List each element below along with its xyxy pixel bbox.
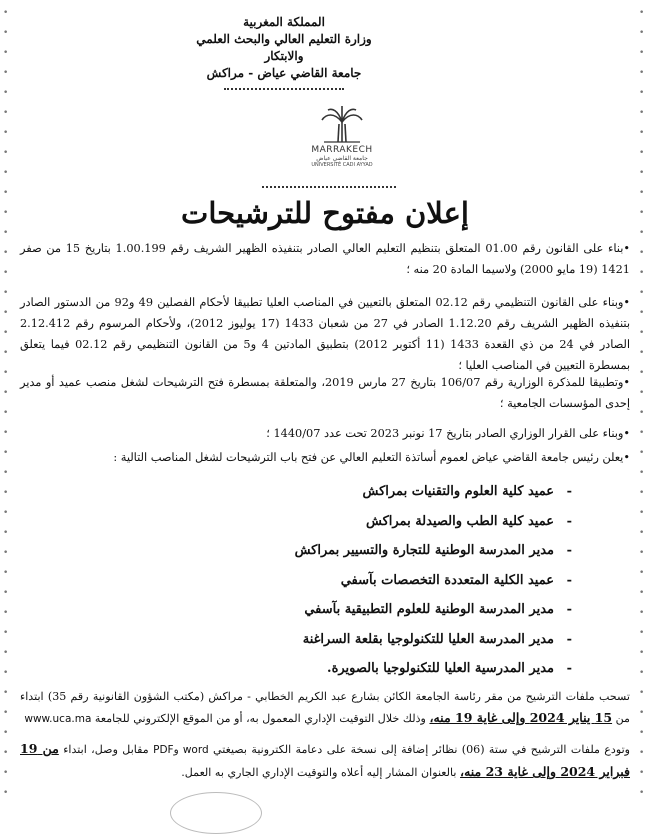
margin-mark-icon: • <box>639 288 645 298</box>
margin-mark-icon: • <box>639 788 645 798</box>
margin-mark-icon: • <box>3 788 9 798</box>
position-title: مدير المدرسية العليا للتكنولوجيا بالصويرة. <box>327 661 554 676</box>
margin-mark-icon: • <box>3 548 9 558</box>
margin-mark-icon: • <box>3 368 9 378</box>
margin-mark-icon: • <box>639 128 645 138</box>
margin-mark-icon: • <box>3 768 9 778</box>
margin-mark-icon: • <box>3 408 9 418</box>
header-separator <box>224 88 344 90</box>
list-bullet: - <box>566 543 572 558</box>
palm-logo-icon <box>320 104 364 144</box>
legal-basis-paragraph-2: •وبناء على القانون التنظيمي رقم 02.12 المتعلق بالتعيين في المناصب العليا تطبيقا لأحكام الفصلين 49 و92 من الدستور الصادر بتنفيذه الظهير الشريف رقم 1.12.20 الصادر في 27 من شعبان 1433 (17 يوليوز 2012)، ولأحكام المرسوم رقم 2.12.412 الصادر في 24 من ذي القعدة 1433 (11 أكتوبر 2012) بتطبيق المادتين 4 و5 من القانون التنظيمي رقم 02.12 فيما يتعلق بمسطرة التعيين في المناصب العليا ؛ <box>20 296 631 372</box>
margin-mark-icon: • <box>639 728 645 738</box>
margin-mark-icon: • <box>3 508 9 518</box>
margin-mark-icon: • <box>3 108 9 118</box>
legal-basis-paragraph-3: •وتطبيقا للمذكرة الوزارية رقم 106/07 بتاريخ 27 مارس 2019، والمتعلقة بمسطرة فتح الترشيحات لشغل منصب عميد أو مدير إحدى المؤسسات الجامعية ؛ <box>20 376 630 410</box>
positions-list <box>152 477 572 684</box>
margin-mark-icon: • <box>639 328 645 338</box>
margin-mark-icon: • <box>639 428 645 438</box>
margin-mark-icon: • <box>3 248 9 258</box>
position-title: عميد كلية العلوم والتقنيات بمراكش <box>362 484 554 499</box>
margin-mark-icon: • <box>3 708 9 718</box>
margin-mark-icon: • <box>639 568 645 578</box>
list-item <box>152 566 572 596</box>
margin-mark-icon: • <box>3 148 9 158</box>
deposit-text: وتودع ملفات الترشيح في ستة (06) نظائر إضافة إلى نسخة على دعامة الكترونية بصيغتي <box>213 743 631 756</box>
list-bullet: - <box>566 661 572 676</box>
right-margin-dots <box>636 0 650 804</box>
left-margin-dots <box>0 0 14 804</box>
margin-mark-icon: • <box>639 188 645 198</box>
margin-mark-icon: • <box>639 268 645 278</box>
deposit-paragraph <box>20 738 630 783</box>
legal-basis-paragraph-4: •وبناء على القرار الوزاري الصادر بتاريخ 17 نونبر 2023 تحت عدد 1440/07 ؛ <box>266 427 630 440</box>
margin-mark-icon: • <box>3 188 9 198</box>
margin-mark-icon: • <box>3 488 9 498</box>
margin-mark-icon: • <box>639 648 645 658</box>
margin-mark-icon: • <box>639 368 645 378</box>
list-item <box>152 625 572 655</box>
margin-mark-icon: • <box>3 48 9 58</box>
margin-mark-icon: • <box>639 668 645 678</box>
list-item <box>152 595 572 625</box>
margin-mark-icon: • <box>3 728 9 738</box>
margin-mark-icon: • <box>639 8 645 18</box>
margin-mark-icon: • <box>3 68 9 78</box>
announcement-title: إعلان مفتوح للترشيحات <box>181 196 469 230</box>
margin-mark-icon: • <box>3 568 9 578</box>
margin-mark-icon: • <box>3 228 9 238</box>
margin-mark-icon: • <box>639 588 645 598</box>
announcement-paragraph: •يعلن رئيس جامعة القاضي عياض لعموم أساتذة التعليم العالي عن فتح باب الترشيحات لشغل المناصب التالية : <box>113 451 630 464</box>
file-formats: word وPDF <box>153 744 209 756</box>
margin-mark-icon: • <box>639 708 645 718</box>
margin-mark-icon: • <box>3 288 9 298</box>
legal-basis-paragraph-1: •بناء على القانون رقم 01.00 المتعلق بتنظيم التعليم العالي الصادر بتنفيذه الظهير الشريف رقم 1.00.199 بتاريخ 15 من صفر 1421 (19 مايو 2000) ولاسيما المادة 20 منه ؛ <box>20 242 631 276</box>
withdrawal-text: تسحب ملفات الترشيح من مقر رئاسة الجامعة الكائن بشارع عبد الكريم الخطابي - مراكش (مكتب الشؤون القانونية رقم 35) ابتداء من <box>20 690 630 725</box>
university-website-link[interactable]: www.uca.ma <box>24 713 92 725</box>
deposit-text-3: بالعنوان المشار إليه أعلاه والتوقيت الإداري الجاري به العمل. <box>181 766 457 779</box>
list-bullet: - <box>566 484 572 499</box>
margin-mark-icon: • <box>639 608 645 618</box>
margin-mark-icon: • <box>639 348 645 358</box>
margin-mark-icon: • <box>3 608 9 618</box>
position-title: مدير المدرسة الوطنية للتجارة والتسيير بمراكش <box>294 543 554 558</box>
margin-mark-icon: • <box>3 648 9 658</box>
margin-mark-icon: • <box>639 388 645 398</box>
stamp-edge <box>170 792 262 834</box>
margin-mark-icon: • <box>3 268 9 278</box>
logo-arabic-name: جامعة القاضي عياض <box>316 155 368 162</box>
logo-latin-name: UNIVERSITÉ CADI AYYAD <box>311 162 373 168</box>
margin-mark-icon: • <box>639 168 645 178</box>
margin-mark-icon: • <box>639 488 645 498</box>
letterhead <box>184 14 384 90</box>
list-item <box>152 477 572 507</box>
university-line: جامعة القاضي عياض - مراكش <box>206 66 362 80</box>
margin-mark-icon: • <box>3 388 9 398</box>
margin-mark-icon: • <box>3 328 9 338</box>
deposit-text-2: مقابل وصل، ابتداء <box>63 743 149 756</box>
margin-mark-icon: • <box>639 28 645 38</box>
position-title: عميد كلية الطب والصيدلة بمراكش <box>366 513 554 529</box>
margin-mark-icon: • <box>639 528 645 538</box>
margin-mark-icon: • <box>3 28 9 38</box>
logo-separator <box>262 186 396 188</box>
margin-mark-icon: • <box>639 468 645 478</box>
margin-mark-icon: • <box>3 748 9 758</box>
position-title: مدير المدرسة العليا للتكنولوجيا بقلعة السراغنة <box>302 631 554 647</box>
margin-mark-icon: • <box>3 88 9 98</box>
margin-mark-icon: • <box>639 408 645 418</box>
position-title: عميد الكلية المتعددة التخصصات بآسفي <box>340 572 554 588</box>
margin-mark-icon: • <box>3 528 9 538</box>
kingdom-line: المملكة المغربية <box>243 15 325 29</box>
margin-mark-icon: • <box>639 768 645 778</box>
margin-mark-icon: • <box>639 148 645 158</box>
margin-mark-icon: • <box>3 8 9 18</box>
margin-mark-icon: • <box>639 248 645 258</box>
margin-mark-icon: • <box>639 508 645 518</box>
margin-mark-icon: • <box>639 208 645 218</box>
university-logo <box>302 104 382 180</box>
margin-mark-icon: • <box>639 448 645 458</box>
list-bullet: - <box>566 513 572 529</box>
margin-mark-icon: • <box>639 88 645 98</box>
margin-mark-icon: • <box>3 428 9 438</box>
withdrawal-dates: 15 يناير 2024 وإلى غاية 19 منه، <box>429 710 613 725</box>
list-bullet: - <box>566 602 572 617</box>
margin-mark-icon: • <box>3 628 9 638</box>
ministry-line: وزارة التعليم العالي والبحث العلمي والابتكار <box>196 32 372 63</box>
list-item <box>152 536 572 566</box>
logo-wordmark: MARRAKECH <box>311 145 373 155</box>
list-bullet: - <box>566 572 572 588</box>
list-bullet: - <box>566 631 572 647</box>
margin-mark-icon: • <box>3 208 9 218</box>
margin-mark-icon: • <box>3 348 9 358</box>
margin-mark-icon: • <box>639 108 645 118</box>
margin-mark-icon: • <box>3 688 9 698</box>
document-page <box>16 0 634 804</box>
margin-mark-icon: • <box>639 68 645 78</box>
margin-mark-icon: • <box>3 448 9 458</box>
withdrawal-paragraph <box>20 686 630 730</box>
list-item <box>152 654 572 684</box>
margin-mark-icon: • <box>639 748 645 758</box>
list-item <box>152 507 572 537</box>
margin-mark-icon: • <box>3 588 9 598</box>
margin-mark-icon: • <box>639 688 645 698</box>
margin-mark-icon: • <box>639 308 645 318</box>
margin-mark-icon: • <box>3 308 9 318</box>
margin-mark-icon: • <box>3 128 9 138</box>
margin-mark-icon: • <box>3 468 9 478</box>
withdrawal-text-2: وذلك خلال التوقيت الإداري المعمول به، أو من الموقع الإلكتروني للجامعة <box>94 712 426 725</box>
margin-mark-icon: • <box>639 48 645 58</box>
margin-mark-icon: • <box>3 668 9 678</box>
margin-mark-icon: • <box>639 628 645 638</box>
margin-mark-icon: • <box>3 168 9 178</box>
margin-mark-icon: • <box>639 548 645 558</box>
margin-mark-icon: • <box>639 228 645 238</box>
deposit-dates: من 19 فبراير 2024 وإلى غاية 23 منه، <box>20 741 630 779</box>
position-title: مدير المدرسة الوطنية للعلوم التطبيقية بآسفي <box>304 602 554 617</box>
